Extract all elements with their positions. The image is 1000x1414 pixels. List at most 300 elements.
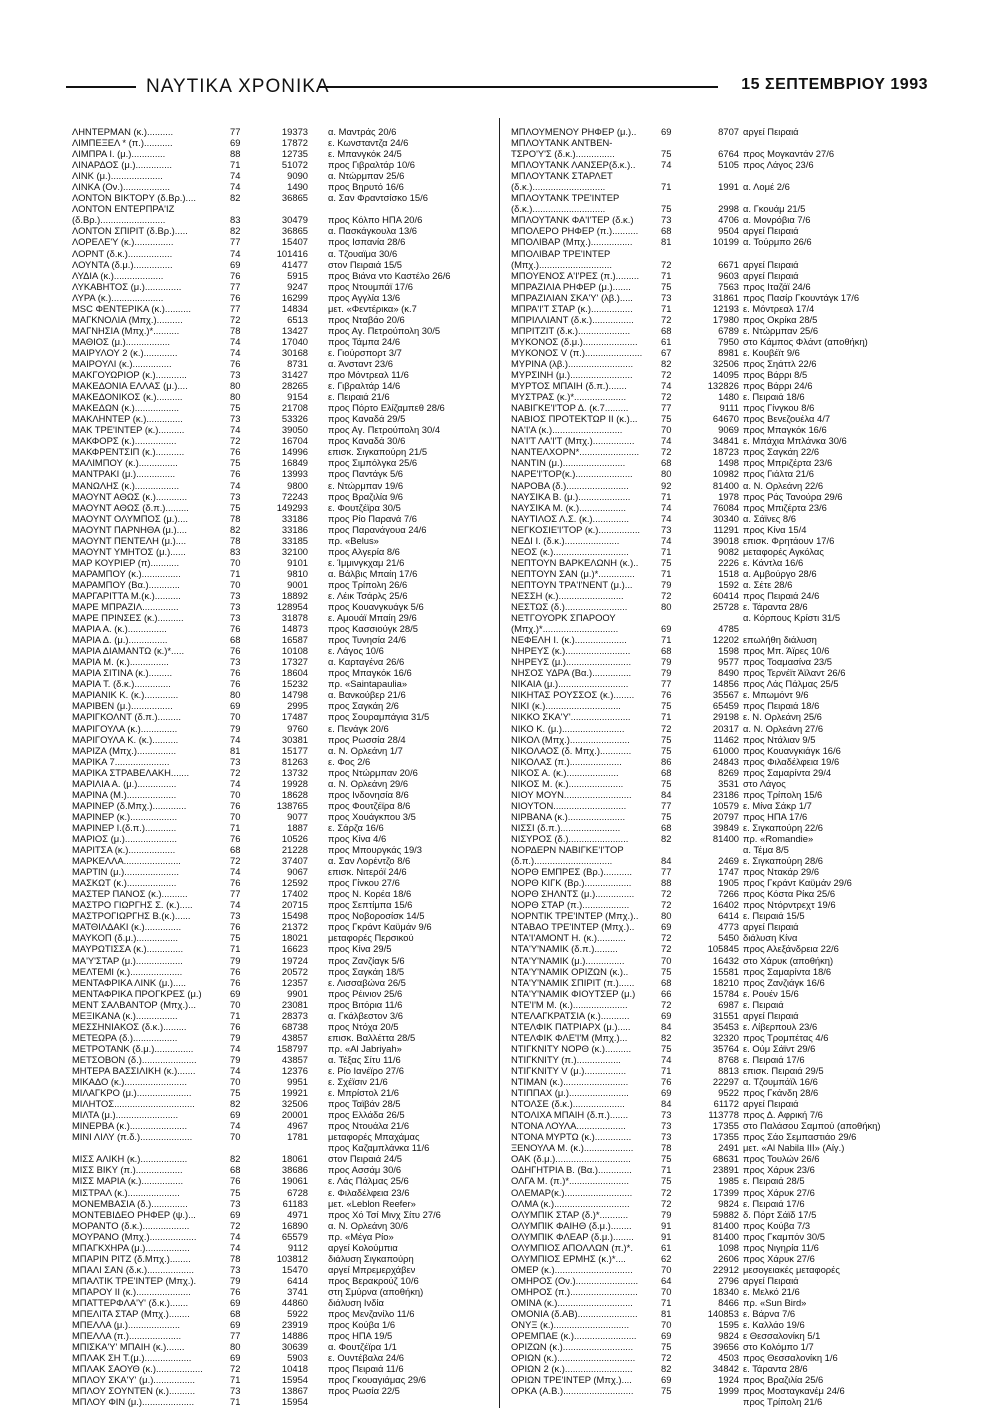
ship-name: ΜΑΡΙΑ Α. (κ.)............... [72,623,167,635]
ship-row [509,402,919,413]
build-year: 74 [661,534,672,546]
ship-row [70,756,490,767]
build-year: 62 [661,1252,672,1264]
ship-name: ΜΙΚΑΔΟ (κ.)........................ [72,1076,187,1088]
ship-row [70,1308,490,1319]
tonnage: 21708 [281,402,308,414]
tonnage: 68631 [712,1153,739,1165]
tonnage: 12735 [281,148,308,160]
ship-row [509,723,919,734]
ship-name: ΝΑΒΙΟΣ ΠΡΟΤΕΚΤΩΡ ΙΙ (κ.)... [511,413,638,425]
ship-row [509,943,919,954]
tonnage: 81400 [712,1230,739,1242]
ship-status: προς Ντουμπάϊ 17/6 [328,280,413,292]
ship-row [70,1242,490,1253]
build-year: 61 [661,1241,672,1253]
ship-name: ΜΑΣΤΡΟΓΙΩΡΓΗΣ Β.(κ.)...... [72,910,191,922]
ship-status: ε. Πειραιά 18/6 [743,391,805,403]
tonnage: 17399 [712,1186,739,1198]
ship-name: ΝΟΡΘ ΣΗΛΝΤΣ (μ.)............... [511,888,635,900]
tonnage: 30340 [712,512,739,524]
build-year: 83 [230,545,241,557]
ship-row [509,1352,919,1363]
build-year: 73 [661,1109,672,1121]
ship-status: ε. Ν. Ορλεάνη 25/6 [743,711,822,723]
build-year: 72 [661,899,672,911]
ship-status: δ. Πόρτ Σάϊδ 17/5 [743,1208,817,1220]
ship-row [509,314,919,325]
build-year: 69 [230,137,241,149]
ship-name: ΟΡΚΑ (Α.Β.)........................... [511,1385,634,1397]
ship-status: προς Αλεξάνδρεια 22/6 [743,943,839,955]
tonnage: 1924 [718,1374,739,1386]
ship-name: ΛΟΥΝΤΑ (δ.μ.)............... [72,258,173,270]
ship-name: ΜΠΕΛΛΑ (μ.).................... [72,1319,181,1331]
tonnage: 25728 [712,601,739,613]
ship-status: α. Τέμα 8/5 [743,844,789,856]
ship-status: μετ. «Al Nabila III» (Αίγ.) [743,1142,845,1154]
ship-status: μεταφορές Μπαχάμας [328,1131,420,1143]
tonnage: 5450 [718,932,739,944]
ship-status: προς Τερνέϊτ Άϊλαντ 26/6 [743,667,846,679]
ship-name: ΜΠΛΟΥΜΕΝΟΥ ΡΗΦΕΡ (μ.).. [511,126,637,137]
ship-row [70,1021,490,1032]
tonnage: 3531 [718,777,739,789]
ship-name: ΜΕΤΡΟΤΑΝΚ (δ.μ.)............... [72,1042,194,1054]
ship-status: αργεί Πειραιά [743,126,799,137]
build-year: 76 [230,645,241,657]
tonnage: 18628 [281,788,308,800]
ship-status: πρ. «Μέγα Ρίο» [328,1230,394,1242]
build-year: 74 [661,501,672,513]
ship-row [70,303,490,314]
build-year: 69 [230,700,241,712]
ship-status: αργεί Μπρεμερχάβεν [328,1263,416,1275]
tonnage: 9101 [287,556,308,568]
ship-row [509,1286,919,1297]
build-year: 74 [230,247,241,259]
ship-name: ΜΠΡΑΖΙΛΙΑ ΡΗΦΕΡ (μ.)....... [511,280,631,292]
ship-status: α. Πασκάγκουλα 13/6 [328,225,418,237]
ship-row [509,303,919,314]
tonnage: 2606 [718,1252,739,1264]
ship-status: προς Σαμαρίντα 18/6 [743,965,832,977]
ship-name: ΟΛΓΑ Μ. (π.)*....................... [511,1175,629,1187]
ship-status: α. Σαν Φραντσίσκο 15/6 [328,192,428,204]
tonnage: 32506 [281,1098,308,1110]
ship-row [509,1076,919,1087]
ship-status: προς Γιβραλτάρ 10/6 [328,159,415,171]
ship-status: προς Γκάνδη 28/6 [743,1087,819,1099]
ship-name: ΜΑΡΙΚΑ 7..................... [72,755,170,767]
tonnage: 7266 [718,888,739,900]
ship-status: αργεί Πειραιά [743,1098,799,1110]
tonnage: 17980 [712,313,739,325]
tonnage: 24843 [712,755,739,767]
tonnage: 14856 [712,678,739,690]
ship-row [509,932,919,943]
build-year: 74 [230,1120,241,1132]
build-year: 69 [661,1009,672,1021]
ship-name: ΜΠΑΛΤΙΚ ΤΡΕ'ΙΝΤΕΡ (Μπχ.). [72,1274,197,1286]
ship-row [509,1142,919,1153]
ship-row [509,1297,919,1308]
ship-name: ΜΑΡ ΚΟΥΡΙΕΡ (π)........... [72,556,180,568]
ship-row [509,1043,919,1054]
ship-row [70,557,490,568]
tonnage: 10418 [281,1363,308,1375]
build-year: 74 [661,380,672,392]
ship-row [70,1120,490,1131]
ship-name: ΜΠΡΑΖΙΛΙΑΝ ΣΚΑ'Υ' (λβ.)..... [511,291,633,303]
ship-status: προς Σαγκάη 22/6 [743,446,820,458]
ship-status: προς Κίνα 29/5 [328,943,392,955]
tonnage: 72243 [281,490,308,502]
ship-name: ΝΙΟΥ ΜΟΥΝ.......................... [511,788,632,800]
ship-row [509,446,919,457]
tonnage: 4785 [718,623,739,635]
tonnage: 20001 [281,1109,308,1121]
ship-row [70,932,490,943]
ship-name: ΜΑΙΡΥΛΟΥ 2 (κ.)............. [72,346,178,358]
ship-name: ΝΕΣΤΩΣ (δ.)........................ [511,601,628,613]
tonnage: 39050 [281,424,308,436]
ship-name: ΛΙΝΚΑ (Ον.).................. [72,181,170,193]
ship-status: προς Μπιζέρτα 23/6 [743,501,827,513]
tonnage: 16432 [712,954,739,966]
build-year: 74 [230,346,241,358]
ship-name: ΜΙΛΤΑ (μ.)........................ [72,1109,179,1121]
ship-name: ΝΙΚΟΛΑΟΣ (δ. Μπχ.)............ [511,744,632,756]
tonnage: 9760 [287,722,308,734]
ship-status: πρ. «Sun Bird» [743,1296,807,1308]
ship-name: ΜΟΝΤΕΒΙΔΕΟ ΡΗΦΕΡ (ψ.)... [72,1208,196,1220]
ship-name: ΟΛΥΜΠΙΚ ΦΛΕΑΡ (δ.μ.)........ [511,1230,634,1242]
ship-status: ε. Μπάχια Μπλάνκα 30/6 [743,435,847,447]
ship-name: ΝΕΠΤΟΥΝ ΣΑΝ (μ.)*.............. [511,567,635,579]
ship-status: α. Σάϊνες 8/6 [743,512,796,524]
tonnage: 2491 [718,1142,739,1154]
ship-row [70,1396,490,1407]
build-year: 81 [661,236,672,248]
ship-status: προς Βηρυτό 16/6 [328,181,404,193]
tonnage: 28373 [281,1009,308,1021]
ship-row [509,833,919,844]
ship-row [509,424,919,435]
build-year: 68 [661,457,672,469]
tonnage: 15954 [281,1374,308,1386]
tonnage: 9112 [287,1241,308,1253]
tonnage: 18340 [712,1285,739,1297]
build-year: 77 [230,280,241,292]
tonnage: 17355 [712,1131,739,1143]
build-year: 91 [661,1219,672,1231]
build-year: 71 [230,1009,241,1021]
tonnage: 8490 [718,667,739,679]
tonnage: 17402 [281,888,308,900]
tonnage: 13867 [281,1385,308,1397]
tonnage: 30639 [281,1341,308,1353]
ship-row [509,921,919,932]
ship-status: προς Μενζανίλο 11/6 [328,1308,415,1320]
ship-name: ΝΤΑ'Υ'ΝΑΜΙΚ ΟΡΙΖΩΝ (κ.).. [511,965,629,977]
tonnage: 16890 [281,1219,308,1231]
build-year: 72 [661,1352,672,1364]
ship-name: ΜΠΛΑΚ ΣΑΟΥΘ (κ.).................. [72,1363,203,1375]
tonnage: 9082 [718,545,739,557]
build-year: 79 [230,722,241,734]
tonnage: 19061 [281,1175,308,1187]
build-year: 71 [661,634,672,646]
ship-status: ε Θεσσαλονίκη 5/1 [743,1330,821,1342]
tonnage: 6789 [718,324,739,336]
ship-name: ΜΑΡΙΑΝΙΚ Κ. (κ.)............. [72,689,179,701]
ship-row [70,866,490,877]
build-year: 69 [661,623,672,635]
ship-name: ΝΟΡΘ ΕΜΠΡΕΣ (Βρ.)........... [511,866,633,878]
ship-row [509,601,919,612]
ship-row [70,767,490,778]
ship-name: ΛΟΝΤΟΝ ΒΙΚΤΟΡΥ (δ.Βρ.).... [72,192,196,204]
build-year: 70 [661,424,672,436]
ship-row [509,977,919,988]
ship-row [70,568,490,579]
build-year: 75 [661,700,672,712]
ship-status: πρ. «Belus» [328,534,379,546]
tonnage: 20797 [712,810,739,822]
ship-row [70,314,490,325]
ship-row [509,181,919,192]
ship-row [70,1341,490,1352]
ship-name: ΜΑΡΙΛΙΑ Α. (μ.)............... [72,777,177,789]
ship-status: ε. Φιλαδέλφεια 23/6 [328,1186,410,1198]
build-year: 86 [661,755,672,767]
ship-status: α. Ν. Ορλεάνη 29/6 [328,777,409,789]
build-year: 88 [661,877,672,889]
tonnage: 19724 [281,954,308,966]
ship-row [70,1385,490,1396]
build-year: 71 [661,490,672,502]
build-year: 82 [230,1098,241,1110]
build-year: 73 [230,1263,241,1275]
ship-row [70,700,490,711]
ship-status: ε. Ίμμινγκχαμ 21/6 [328,556,405,568]
ship-row [70,1297,490,1308]
ship-name: ΜΙΛΑΓΚΡΟ (μ.)..................... [72,1087,192,1099]
ship-status: προς Κούβα 1/6 [328,1319,396,1331]
ship-row [509,844,919,855]
ship-name: ΜΑΓΚΝΟΛΙΑ (Μπχ.).......... [72,313,183,325]
tonnage: 16623 [281,943,308,955]
ship-name: ΝΕΟΣ (κ.)............................. [511,545,629,557]
build-year: 74 [230,899,241,911]
ship-row [70,1054,490,1065]
ship-name: ΜΑΡΙΓΚΟΛΝΤ (δ.π.)......... [72,711,181,723]
ship-status: α. Τέξας Σίτυ 11/6 [328,1053,401,1065]
ship-name: ΛΙΜΠΕΞΕΛ * (π.)........... [72,137,173,149]
ship-row [509,546,919,557]
ship-status: ε. Λέικ Τσάρλς 25/6 [328,589,408,601]
ship-status: προς Τρίπολη 26/6 [328,578,408,590]
ship-status: προς Ζανζιάγκ 16/6 [743,976,825,988]
ship-status: α. Τούρμπο 26/6 [743,236,812,248]
tonnage: 23186 [712,788,739,800]
ship-name: ΜΑΡΙΖΑ (Μπχ.)............... [72,744,177,756]
ship-name: ΟΡΙΖΩΝ (κ.)........................... [511,1341,634,1353]
ship-name: ΝΤΟΝΑ ΜΥΡΤΩ (κ.).............. [511,1131,632,1143]
ship-name: ΜΟΡΑΝΤΟ (δ.κ.).................. [72,1219,190,1231]
ship-status: ε. Ρουέν 15/6 [743,987,799,999]
ship-name: ΜΕΝΤΑΦΡΙΚΑ ΠΡΟΓΚΡΕΣ (μ.) [72,987,202,999]
ship-row [70,457,490,468]
tonnage: 132826 [707,380,739,392]
ship-status: προς Βραζιλία 25/6 [743,1374,824,1386]
build-year: 80 [230,391,241,403]
ship-name: ΛΥΔΙΑ (κ.)................... [72,269,164,281]
ship-row [70,800,490,811]
build-year: 79 [230,954,241,966]
ship-status: α. Κόρπους Κρίστι 31/5 [743,612,841,624]
ship-row [70,1264,490,1275]
ship-name: ΜΑ'Υ'ΣΤΑΡ (μ.).................. [72,954,183,966]
build-year: 73 [230,612,241,624]
ship-status: προς Σουραμπάγια 31/5 [328,711,430,723]
ship-status: προς Λάς Πάλμας 25/5 [743,678,839,690]
build-year: 82 [661,357,672,369]
ship-name: ΜΑΡΑΜΠΟΥ (Βα.)............ [72,578,180,590]
build-year: 80 [230,380,241,392]
build-year: 71 [661,1064,672,1076]
ship-row [509,380,919,391]
ship-row [70,734,490,745]
ship-status: προς Τουλών 26/6 [743,1153,820,1165]
ship-name: ΜΑΚΛΗΝΤΕΡ (κ.).............. [72,413,183,425]
header-rule-left [66,86,136,88]
ship-name: ΜΑΚΕΔΟΝΙΚΟΣ (κ.).......... [72,391,183,403]
tonnage: 19928 [281,777,308,789]
build-year: 69 [661,1087,672,1099]
ship-name: ΜΙΣΣ ΜΑΡΙΑ (κ.)................ [72,1175,184,1187]
build-year: 73 [661,1131,672,1143]
ship-name: ΜΠΛΟΥΤΑΝΚ ΦΑ'Ι'ΤΕΡ (δ.κ.) [511,214,634,226]
ship-status: α. Μαντράς 20/6 [328,126,397,137]
build-year: 73 [661,214,672,226]
ship-name: ΜΑΡΙΑ Δ. (μ.)............... [72,634,168,646]
ship-name: ΞΕΝΟΥΛΑ Μ. (κ.)................... [511,1142,634,1154]
ship-row [509,1087,919,1098]
tonnage: 81400 [712,833,739,844]
ship-status: μεταφορές Περσικού [328,932,414,944]
ship-name: ΝΙΚΟΣ Α. (κ.).................... [511,766,619,778]
ship-row [509,667,919,678]
build-year: 83 [230,214,241,226]
ship-name: ΜΠΛΟΥΤΑΝΚ ΛΑΝΣΕΡ(δ.κ.).. [511,159,636,171]
ship-row [509,745,919,756]
build-year: 75 [661,810,672,822]
ship-row [70,844,490,855]
ship-status: α. Ν. Ορλεάνη 22/6 [743,479,824,491]
tonnage: 31861 [712,291,739,303]
ship-row [70,656,490,667]
ship-name: ΜΑΚ ΤΡΕ'ΙΝΤΕΡ (κ.).......... [72,424,185,436]
ship-row [70,1319,490,1330]
ship-row [509,1065,919,1076]
ship-row [509,159,919,170]
tonnage: 8731 [287,357,308,369]
tonnage: 16587 [281,634,308,646]
ship-row [509,347,919,358]
ship-name: ΛΙΜΠΡΑ Ι. (μ.)............. [72,148,166,160]
tonnage: 39656 [712,1341,739,1353]
ship-status: προς Βιάνα ντο Καστέλο 26/6 [328,269,451,281]
ship-row [70,137,490,148]
ship-status: προς Ντώρμπαν 20/6 [328,766,418,778]
tonnage: 17327 [281,656,308,668]
ship-row [70,789,490,800]
ship-status: α. Φουτζέϊρα 1/1 [328,1341,397,1353]
build-year: 73 [230,601,241,613]
ship-row [70,491,490,502]
ship-name: ΜΑΟΥΝΤ ΠΑΡΝΗΘΑ (μ.).... [72,523,187,535]
tonnage: 11291 [713,523,739,535]
ship-name: ΜΥΣΤΡΑΣ (κ.)*.................... [511,391,627,403]
tonnage: 51072 [281,159,308,171]
ship-status: προς Ταϊβάν 28/5 [328,1098,401,1110]
ship-status: προς ΗΠΑ 17/6 [743,810,808,822]
tonnage: 1978 [718,490,739,502]
ship-row [509,292,919,303]
ship-status: προς Σάο Σεμπαστιάο 29/6 [743,1131,857,1143]
ship-name: ΝΕΣΣΗ (κ.)......................... [511,589,624,601]
tonnage: 17872 [281,137,308,149]
ship-status: στο Παλάσου Σαμπού (αποθήκη) [743,1120,881,1132]
build-year: 74 [230,424,241,436]
build-year: 67 [661,346,672,358]
ship-status: στον Πειραιά 15/5 [328,258,403,270]
ship-status: ε. Λισσαβώνα 26/5 [328,976,406,988]
ship-status: προς Τρίπολη 15/6 [743,788,823,800]
ship-status: προς Σεπτίμπα 15/6 [328,899,413,911]
ship-name: ΜΙΝΙ ΛΙΛΥ (π.δ.).................... [72,1131,193,1143]
ship-status: προς Ντάλιαν 9/5 [743,733,816,745]
ship-status: α. Μονρόβια 7/6 [743,214,811,226]
ship-status: προς Αλγερία 8/6 [328,545,400,557]
ship-name: ΝΗΣΟΣ ΥΔΡΑ (Βα.)............... [511,667,632,679]
ship-status: προς Τοαμασίνα 23/5 [743,656,832,668]
ship-status: προς Γκράντ Καϋμάν 29/6 [743,877,852,889]
ship-row [70,899,490,910]
ship-status: ε. Γιούρσπορτ 3/7 [328,346,402,358]
ship-status: ε. Κάντλα 16/6 [743,556,804,568]
build-year: 77 [230,888,241,900]
tonnage: 32100 [281,545,308,557]
ship-status: ε. Πειραιά 15/5 [743,910,805,922]
ship-row [70,1253,490,1264]
ship-status: μεσογειακές μεταφορές [743,1263,840,1275]
ship-row [509,1319,919,1330]
build-year: 84 [661,1020,672,1032]
ship-name: ΝΙΚΙ (κ.)............................. [511,700,621,712]
ship-row [509,656,919,667]
build-year: 75 [661,203,672,215]
ship-name: ΛΟΝΤΟΝ ΕΝΤΕΡΠΡΑ'ΙΖ [72,203,175,215]
ship-name: ΜΠΛΟΥ ΣΟΥΝΤΕΝ (κ.).......... [72,1385,196,1397]
ship-row [509,999,919,1010]
build-year: 76 [230,965,241,977]
build-year: 82 [661,1031,672,1043]
ship-status: προς Μπ. Άϊρες 10/6 [743,645,830,657]
ship-status: προς Πειραιά 11/6 [328,1363,404,1375]
